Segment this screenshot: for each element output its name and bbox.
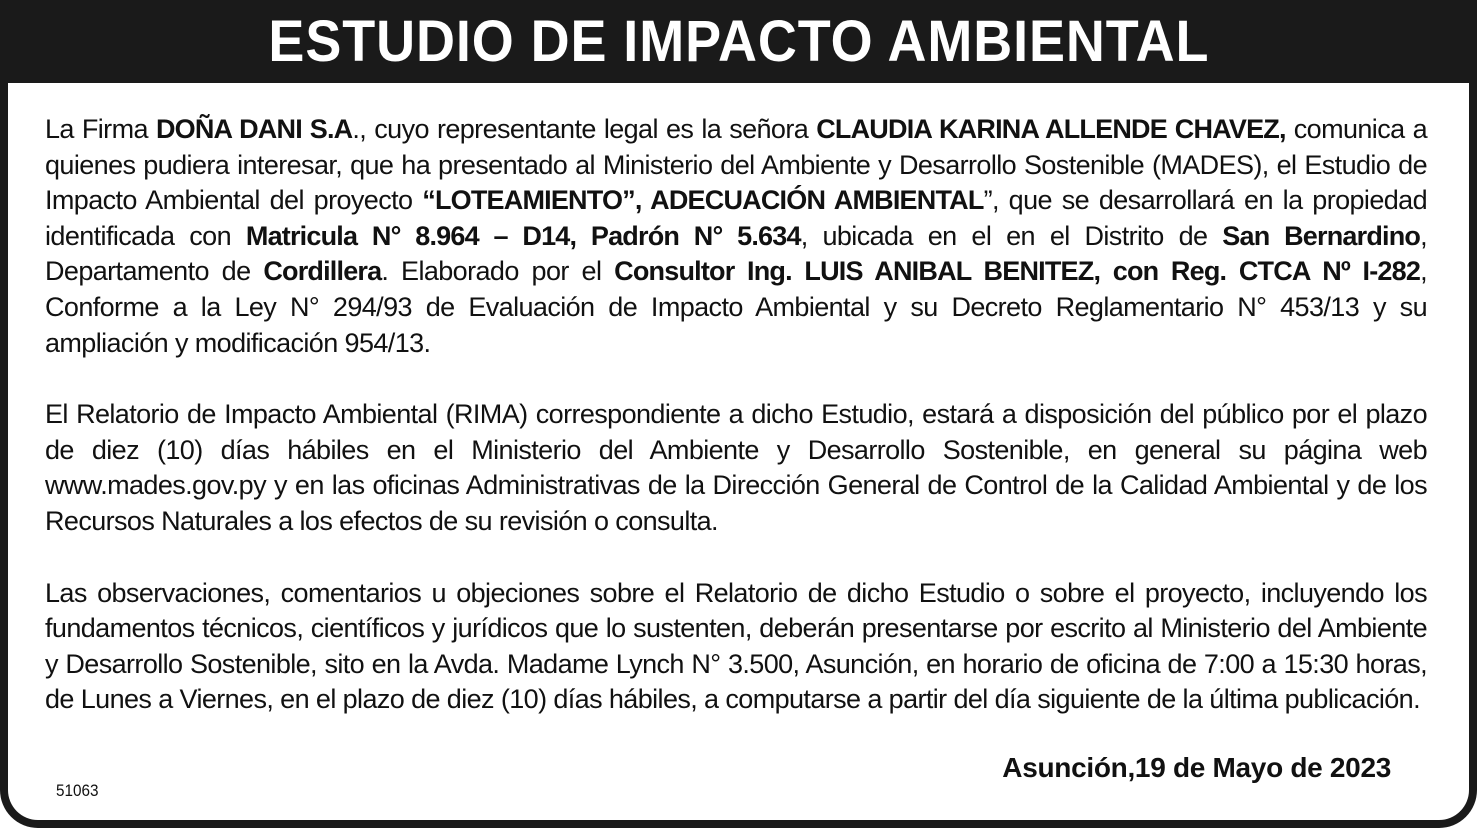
consultant-name: Consultor Ing. LUIS ANIBAL BENITEZ, con Reg. CTCA Nº I-282 [614,256,1421,287]
text-segment: comunica a quienes pudiera interesar, que ha presentado al Ministerio del Ambiente y Desarrollo Sostenible (MADES), el Estudio de Impacto Ambiental del proyecto [45,114,1427,216]
notice-header [0,0,1477,83]
text-segment: , ubicada en el en el Distrito de [800,220,1223,251]
text-segment: , Conforme a la Ley N° 294/93 de Evaluación de Impacto Ambiental y su Decreto Reglamentario N° 453/13 y su ampliación y modificación 954/13. [45,256,1427,358]
representative-name: CLAUDIA KARINA ALLENDE CHAVEZ, [816,114,1286,144]
project-name: “LOTEAMIENTO”, ADECUACIÓN AMBIENTAL [422,185,984,216]
text-segment: ., cuyo representante legal es la señora [352,114,817,144]
publication-date: Asunción,19 de Mayo de 2023 [1002,752,1391,783]
text-segment: . Elaborado por el [381,256,615,287]
firm-name: DOÑA DANI S.A [155,114,353,144]
paragraph-rima-availability: El Relatorio de Impacto Ambiental (RIMA) correspondiente a dicho Estudio, estará a disposición del público por el plazo de diez (10) días hábiles en el Ministerio del Ambiente y Desarrollo Sostenible, en general su página web www.mades.gov.py y en las oficinas Administrativas de la Dirección General de Control de la Calidad Ambiental y de los Recursos Naturales a los efectos de su revisión o consulta. [45,399,1427,536]
property-id: Matricula N° 8.964 – D14, Padrón N° 5.634 [245,220,801,251]
department-name: Cordillera [263,256,382,287]
paragraph-announcement [45,112,1427,361]
paragraph-observations: Las observaciones, comentarios u objeciones sobre el Relatorio de dicho Estudio o sobre el proyecto, incluyendo los fundamentos técnicos, científicos y jurídicos que lo sustenten, deberán presentarse por escrito al Ministerio del Ambiente y Desarrollo Sostenible, sito en la Avda. Madame Lynch N° 3.500, Asunción, en horario de oficina de 7:00 a 15:30 horas, de Lunes a Viernes, en el plazo de diez (10) días hábiles, a computarse a partir del día siguiente de la última publicación. [45,577,1427,715]
ad-code: 51063 [56,781,99,800]
district-name: San Bernardino [1222,220,1421,251]
text-segment: , Departamento de [45,220,1428,287]
text-segment: ”, que se desarrollará en la propiedad identificada con [45,185,1427,251]
text-segment: La Firma [45,114,156,144]
notice-title: ESTUDIO DE IMPACTO AMBIENTAL [267,9,1210,74]
notice-body [45,112,1427,754]
